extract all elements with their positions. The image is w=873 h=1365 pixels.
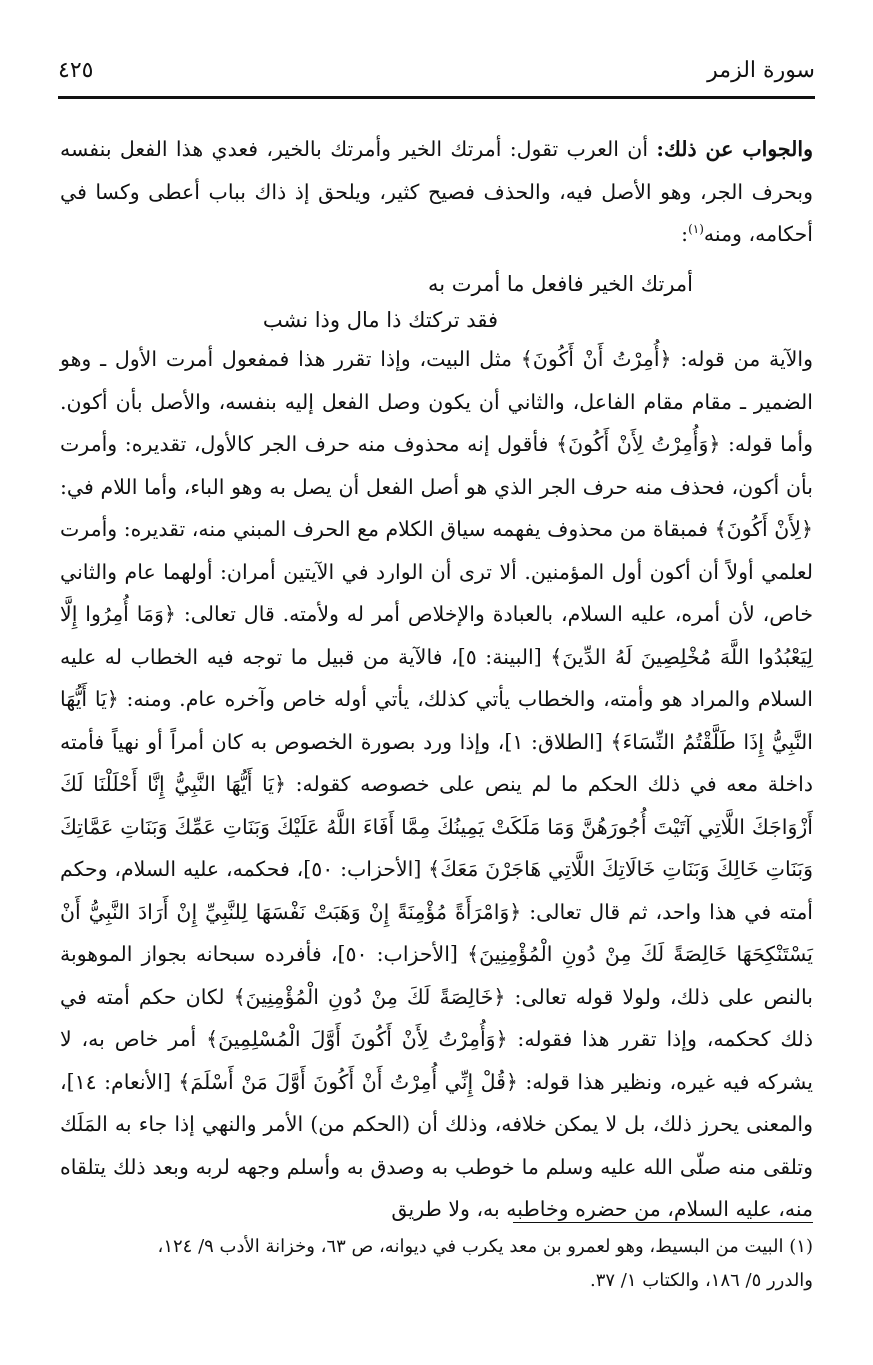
main-paragraph-text: والآية من قوله: ﴿أُمِرْتُ أَنْ أَكُونَ﴾ مثل البيت، وإذا تقرر هذا فمفعول أمرت الأول ـ وهو الضمير ـ مقام مقام الفاعل، والثاني أن يكون وصل الفعل إليه بنفسه، والأصل بأن أكون. وأما قوله: ﴿وَأُمِرْتُ لِأَنْ أَكُونَ﴾ فأقول إنه محذوف منه حرف الجر كالأول، تقديره: وأمرت بأن أكون، فحذف منه حرف الجر الذي هو أصل الفعل أن يصل به وهو الباء، وأما اللام في: ﴿لِأَنْ أَكُونَ﴾ فمبقاة من محذوف يفهمه سياق الكلام مع الحرف المبني منه، تقديره: وأمرت لعلمي أولاً أن أكون أول المؤمنين. ألا ترى أن الوارد في الآيتين أمران: أولهما عام والثاني خاص، لأن أمره، عليه السلام، بالعبادة والإخلاص أمر له ولأمته. قال تعالى: ﴿وَمَا أُمِرُوا إِلَّا لِيَعْبُدُوا اللَّهَ مُخْلِصِينَ لَهُ الدِّينَ﴾ [البينة: ٥]، فالآية من قبيل ما توجه فيه الخطاب له عليه السلام والمراد هو وأمته، والخطاب يأتي كذلك، يأتي أوله خاص وآخره عام. ومنه: ﴿يَا أَيُّهَا النَّبِيُّ إِذَا طَلَّقْتُمُ النِّسَاءَ﴾ [الطلاق: ١]، وإذا ورد بصورة الخصوص به كان أمراً أو نهياً فأمته داخلة معه في ذلك الحكم ما لم ينص على خصوصه كقوله: ﴿يَا أَيُّهَا النَّبِيُّ إِنَّا أَحْلَلْنَا لَكَ أَزْوَاجَكَ اللَّاتِي آتَيْتَ أُجُورَهُنَّ وَمَا مَلَكَتْ يَمِينُكَ مِمَّا أَفَاءَ اللَّهُ عَلَيْكَ وَبَنَاتِ عَمِّكَ وَبَنَاتِ عَمَّاتِكَ وَبَنَاتِ خَالِكَ وَبَنَاتِ خَالَاتِكَ اللَّاتِي هَاجَرْنَ مَعَكَ﴾ [الأحزاب: ٥٠]، فحكمه، عليه السلام، وحكم أمته في هذا واحد، ثم قال تعالى: ﴿وَامْرَأَةً مُؤْمِنَةً إِنْ وَهَبَتْ نَفْسَهَا لِلنَّبِيِّ إِنْ أَرَادَ النَّبِيُّ أَنْ يَسْتَنْكِحَهَا خَالِصَةً لَكَ مِنْ دُونِ الْمُؤْمِنِينَ﴾ [الأحزاب: ٥٠]، فأفرده سبحانه بجواز الموهوبة بالنص على ذلك، ولولا قوله تعالى: ﴿خَالِصَةً لَكَ مِنْ دُونِ الْمُؤْمِنِينَ﴾ لكان حكم أمته في ذلك كحكمه، وإذا تقرر هذا فقوله: ﴿وَأُمِرْتُ لِأَنْ أَكُونَ أَوَّلَ الْمُسْلِمِينَ﴾ أمر خاص به، لا يشركه فيه غيره، ونظير هذا قوله: ﴿قُلْ إِنِّي أُمِرْتُ أَنْ أَكُونَ أَوَّلَ مَنْ أَسْلَمَ﴾ [الأنعام: ١٤]، والمعنى يحرز ذلك، بل لا يمكن خلافه، وذلك أن (الحكم من) الأمر والنهي إذا جاء به المَلَك وتلقى منه صلّى الله عليه وسلم ما خوطب به وصدق به وأسلم وجهه لربه وبعد ذلك يتلقاه منه، عليه السلام، من حضره وخاطبه به، ولا طريق: [60, 347, 814, 1221]
footnote-ref[interactable]: (١): [688, 222, 704, 237]
footnote-line-2: والدرر ٥/ ١٨٦، والكتاب ١/ ٣٧.: [590, 1270, 813, 1291]
page-header: [58, 50, 815, 94]
page-number: ٤٢٥: [58, 58, 94, 83]
footnotes: [60, 1230, 813, 1298]
intro-text: أن العرب تقول: أمرتك الخير وأمرتك بالخير، فعدي هذا الفعل بنفسه وبحرف الجر، وهو الأصل فيه، والحذف فصيح كثير، ويلحق إذ ذاك بباب أعطى وكسا في أحكامه، ومنه: [60, 137, 813, 246]
poetry-verse: [60, 262, 813, 342]
surah-title: سورة الزمر: [707, 58, 815, 83]
header-divider: [58, 96, 815, 99]
main-paragraph: [60, 338, 813, 1231]
verse-first-half: أمرتك الخير فافعل ما أمرت به: [427, 272, 693, 296]
verse-second-half: فقد تركتك ذا مال وذا نشب: [262, 308, 498, 332]
footnote-divider: [513, 1222, 813, 1223]
intro-lead: والجواب عن ذلك:: [656, 137, 813, 161]
intro-tail: :: [681, 222, 689, 246]
footnote-line-1: (١) البيت من البسيط، وهو لعمرو بن معد يكرب في ديوانه، ص ٦٣، وخزانة الأدب ٩/ ١٢٤،: [157, 1236, 813, 1257]
intro-paragraph: [60, 128, 813, 256]
